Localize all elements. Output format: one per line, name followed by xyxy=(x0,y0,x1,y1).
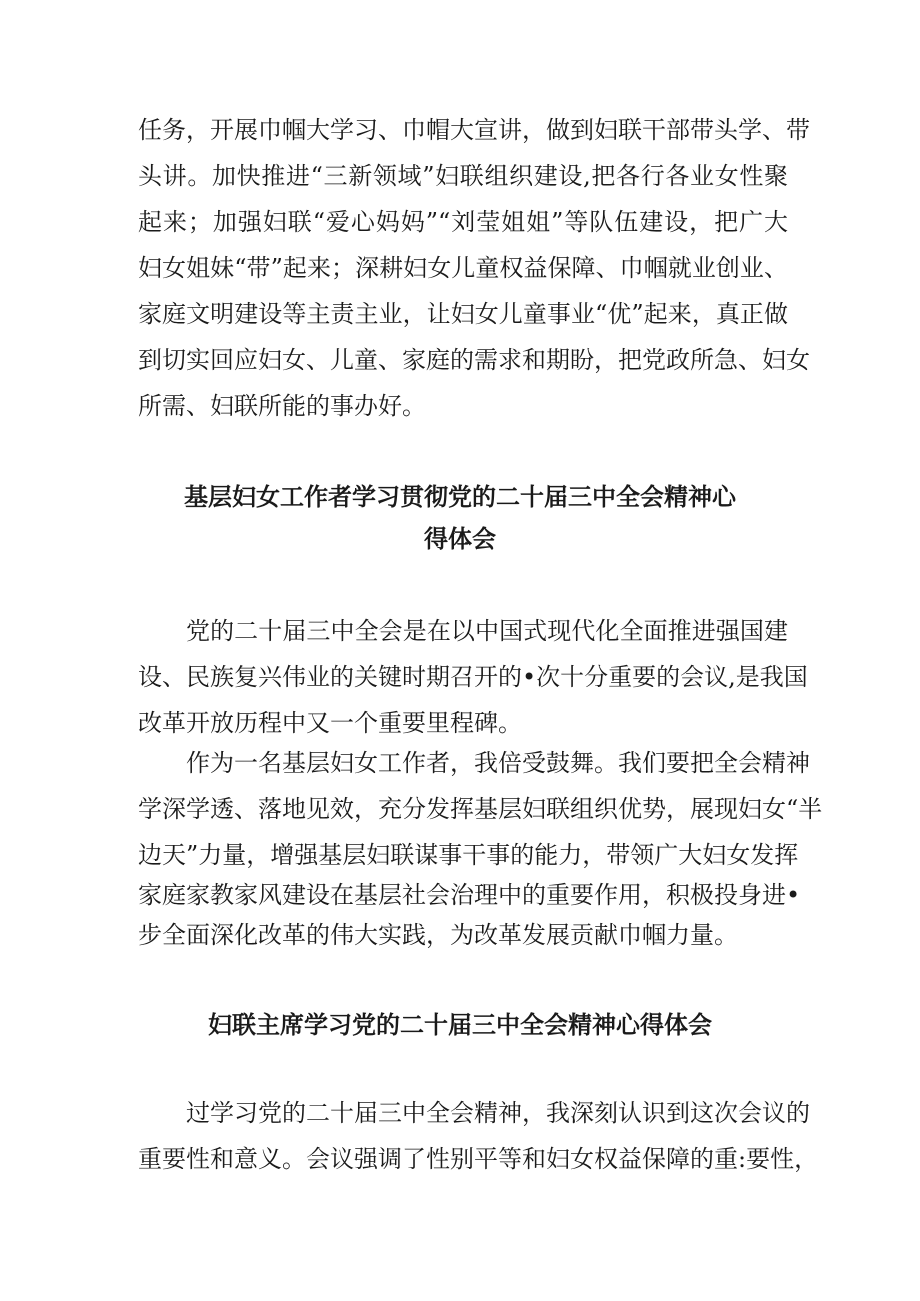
text-line: 任务，开展巾帼大学习、巾帽大宣讲，做到妇联干部带头学、带 xyxy=(138,116,810,144)
paragraph-first-line: 作为一名基层妇女工作者，我倍受鼓舞。我们要把全会精神 xyxy=(186,749,810,777)
section-title: 基层妇女工作者学习贯彻党的二十届三中全会精神心 xyxy=(184,483,736,511)
text-line: 头讲。加快推进“三新领域”妇联组织建设,把各行各业女性聚 xyxy=(138,162,788,190)
text-line: 设、民族复兴伟业的关键时期召开的•次十分重要的会议,是我国 xyxy=(138,663,808,691)
text-line: 家庭文明建设等主责主业，让妇女儿童事业“优”起来，真正做 xyxy=(138,300,788,328)
text-line: 步全面深化改革的伟大实践，为改革发展贡献巾帼力量。 xyxy=(138,921,738,949)
text-line: 改革开放历程中又一个重要里程碑。 xyxy=(138,709,522,737)
text-line: 边天”力量，增强基层妇联谋事干事的能力，带领广大妇女发挥 xyxy=(138,841,799,869)
text-line: 重要性和意义。会议强调了性别平等和妇女权益保障的重:要性， xyxy=(138,1145,819,1173)
section-title-continued: 得体会 xyxy=(424,525,496,553)
text-line: 到切实回应妇女、儿童、家庭的需求和期盼，把党政所急、妇女 xyxy=(138,346,810,374)
text-line: 起来；加强妇联“爱心妈妈”“刘莹姐姐”等队伍建设，把广大 xyxy=(138,208,788,236)
text-line: 所需、妇联所能的事办好。 xyxy=(138,392,426,420)
section-title: 妇联主席学习党的二十届三中全会精神心得体会 xyxy=(208,1011,712,1039)
text-line: 学深学透、落地见效，充分发挥基层妇联组织优势，展现妇女“半 xyxy=(138,795,823,823)
text-line: 妇女姐妹“带”起来；深耕妇女儿童权益保障、巾帼就业创业、 xyxy=(138,254,788,282)
text-line: 家庭家教家风建设在基层社会治理中的重要作用，积极投身进• xyxy=(138,881,801,909)
paragraph-first-line: 过学习党的二十届三中全会精神，我深刻认识到这次会议的 xyxy=(186,1099,810,1127)
paragraph-first-line: 党的二十届三中全会是在以中国式现代化全面推进强国建 xyxy=(186,617,788,645)
